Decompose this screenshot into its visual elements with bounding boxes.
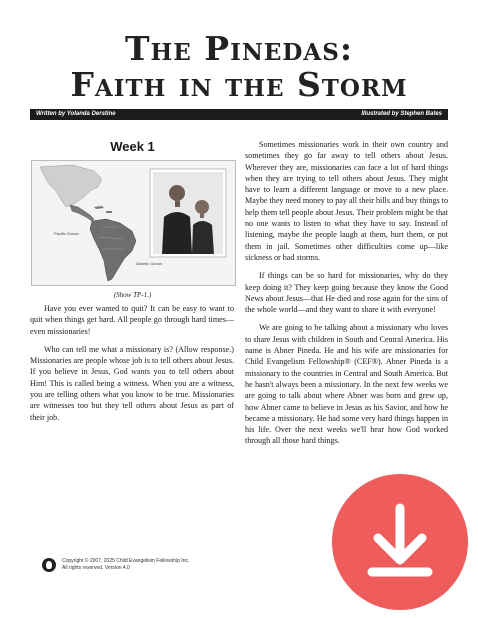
copyright-line: Copyright © 2007, 2025 Child Evangelism Fellowship Inc. <box>62 558 190 564</box>
paragraph: We are going to be talking about a missionary who loves to share Jesus with children in South and Central America. His name is Abner Pineda. He and his wife are missionaries for Child Evangelism Fellowship® (CEF®). Abner Pineda is a missionary to the countries in Central and South America. But he hasn't always been a missionary. In the next few weeks we are going to talk about where Abner was born and grew up, how Abner came to believe in Jesus as his Savior, and how he became a missionary. He had some very hard things happen in his life. Over the next weeks we'll hear how God worked through all those hard things. <box>245 323 448 446</box>
missionaries-photo <box>150 169 226 257</box>
cef-logo-icon <box>42 558 56 572</box>
paragraph: Sometimes missionaries work in their own country and sometimes they go far away to tell others about Jesus. Wherever they are, missionaries can face a lot of hard things when they are trying to tell others about Jesus. They might have to learn a different language or move to a new place. Maybe they need money to pay all their bills and buy things to help them tell people about Jesus. Their problem might be that no one wants to listen to what they have to say. Instead of listening, maybe the people laugh at them, hurt them, or put them in jail. Sometimes other difficulties come up—like sickness or bad storms. <box>245 140 448 262</box>
paragraph: Have you ever wanted to quit? It can be easy to want to quit when things get hard. All people go through hard times—even missionaries! <box>30 304 234 336</box>
right-column-text <box>245 139 448 454</box>
week-heading: Week 1 <box>110 139 155 154</box>
footer <box>42 557 282 579</box>
title-line-2: Faith in the Storm <box>70 65 408 104</box>
figure-caption: (Show TP-1.) <box>113 291 152 299</box>
paragraph: If things can be so hard for missionaries, why do they keep doing it? They keep going because they know the Good News about Jesus—that He died and rose again for the sins of the whole world—and they want to share it with everyone! <box>245 271 448 315</box>
left-column-text <box>30 303 234 430</box>
written-by: Written by Yolanda Derstine <box>36 111 116 117</box>
pacific-ocean-label: Pacific Ocean <box>54 231 79 236</box>
paragraph: Who can tell me what a missionary is? (Allow response.) Missionaries are people whose job is to tell others about Jesus. If you believe in Jesus, God wants you to tell others about Him! This is called being a witness. When you are a witness, you are telling others what you know to be true. Missionaries are witnesses too but they tell others about Jesus as part of their job. <box>30 344 234 422</box>
download-button[interactable] <box>332 474 468 610</box>
illustrated-by: Illustrated by Stephen Bates <box>361 111 442 117</box>
rights-line: All rights reserved. Version 4.0 <box>62 565 130 571</box>
copyright-text <box>62 558 262 572</box>
atlantic-ocean-label: Atlantic Ocean <box>136 261 163 266</box>
americas-map-illustration <box>32 161 235 285</box>
download-arrow-icon <box>332 474 468 610</box>
credit-bar <box>30 109 448 120</box>
title-line-1: The Pinedas: <box>124 29 354 68</box>
map-photo-figure <box>31 160 236 286</box>
